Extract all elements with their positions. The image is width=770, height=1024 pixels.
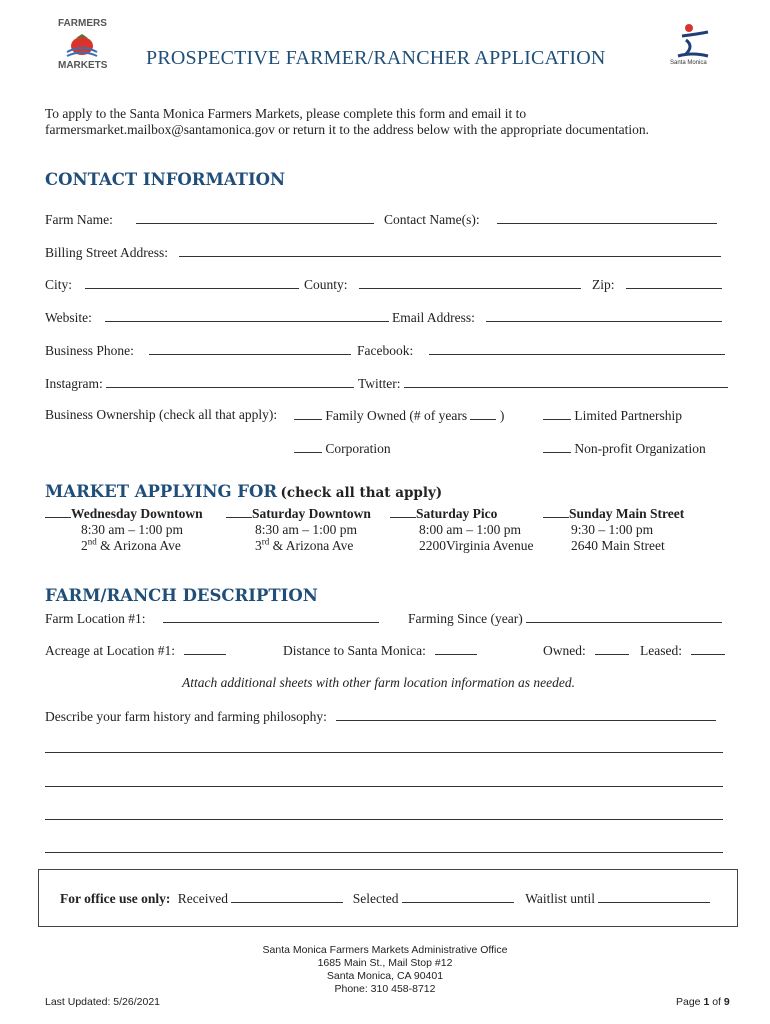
history-line-2[interactable]	[45, 786, 723, 787]
market-option-saturday-downtown[interactable]	[226, 505, 371, 554]
footer-line-3: Santa Monica, CA 90401	[326, 970, 444, 982]
nonprofit-checkbox[interactable]	[543, 440, 571, 453]
logo-text-top: FARMERS	[58, 18, 107, 29]
owned-label: Owned:	[543, 643, 586, 658]
market-heading: MARKET APPLYING FOR	[45, 482, 278, 501]
farming-since-label: Farming Since (year)	[408, 611, 523, 626]
nonprofit-label: Non-profit Organization	[574, 441, 706, 456]
email-label: Email Address:	[392, 310, 475, 325]
leased-label: Leased:	[640, 643, 682, 658]
logo-text-bottom: MARKETS	[58, 60, 108, 71]
family-years-field[interactable]	[470, 407, 496, 420]
twitter-field[interactable]	[404, 375, 728, 388]
page-current: 1	[703, 996, 710, 1008]
market-option-sunday-main[interactable]	[543, 505, 684, 554]
ownership-label: Business Ownership (check all that apply):	[45, 407, 278, 422]
market-checkbox-sunday-main[interactable]	[543, 505, 569, 518]
farm-location-field[interactable]	[163, 610, 379, 623]
county-label: County:	[304, 277, 348, 292]
page-number	[676, 996, 730, 1008]
corporation-checkbox[interactable]	[294, 440, 322, 453]
market-time: 8:00 am – 1:00 pm	[419, 522, 521, 537]
instagram-label: Instagram:	[45, 376, 103, 391]
distance-label: Distance to Santa Monica:	[283, 643, 426, 658]
billing-address-label: Billing Street Address:	[45, 245, 168, 260]
page-title: PROSPECTIVE FARMER/RANCHER APPLICATION	[146, 47, 606, 69]
market-name: Saturday Downtown	[252, 506, 371, 521]
business-phone-field[interactable]	[149, 342, 351, 355]
acreage-field[interactable]	[184, 642, 226, 655]
farm-name-label: Farm Name:	[45, 212, 113, 227]
contact-heading: CONTACT INFORMATION	[45, 170, 286, 189]
received-label: Received	[177, 891, 228, 906]
history-line-1[interactable]	[45, 752, 723, 753]
market-address-rest: & Arizona Ave	[269, 538, 354, 553]
county-field[interactable]	[359, 276, 581, 289]
market-address-sup: nd	[87, 536, 97, 547]
market-name: Sunday Main Street	[569, 506, 685, 521]
corporation-label: Corporation	[325, 441, 391, 456]
selected-field[interactable]	[402, 890, 514, 903]
twitter-label: Twitter:	[358, 376, 401, 391]
zip-label: Zip:	[592, 277, 615, 292]
tomato-icon	[64, 30, 100, 60]
footer-line-4: Phone: 310 458-8712	[334, 983, 436, 995]
email-field[interactable]	[486, 309, 722, 322]
limited-partnership-checkbox[interactable]	[543, 407, 571, 420]
history-line-3[interactable]	[45, 819, 723, 820]
farmers-markets-logo	[58, 18, 108, 72]
leased-field[interactable]	[691, 642, 725, 655]
acreage-label: Acreage at Location #1:	[45, 643, 176, 658]
farm-location-label: Farm Location #1:	[45, 611, 146, 626]
zip-field[interactable]	[626, 276, 722, 289]
contact-names-field[interactable]	[497, 211, 717, 224]
website-label: Website:	[45, 310, 92, 325]
business-phone-label: Business Phone:	[45, 343, 134, 358]
selected-label: Selected	[352, 891, 399, 906]
contact-names-label: Contact Name(s):	[384, 212, 480, 227]
billing-address-field[interactable]	[179, 244, 721, 257]
market-option-wednesday[interactable]	[45, 505, 203, 554]
market-time: 8:30 am – 1:00 pm	[255, 522, 357, 537]
city-label: City:	[45, 277, 73, 292]
farming-since-field[interactable]	[526, 610, 722, 623]
market-address-rest: & Arizona Ave	[96, 538, 181, 553]
market-time: 9:30 – 1:00 pm	[571, 522, 654, 537]
market-address: 2200Virginia Avenue	[419, 538, 534, 553]
farm-history-field[interactable]	[336, 708, 716, 721]
waitlist-field[interactable]	[598, 890, 710, 903]
page-of: of	[709, 996, 724, 1008]
owned-field[interactable]	[595, 642, 629, 655]
market-option-saturday-pico[interactable]	[390, 505, 534, 554]
market-checkbox-saturday-downtown[interactable]	[226, 505, 252, 518]
market-name: Saturday Pico	[416, 506, 498, 521]
instagram-field[interactable]	[106, 375, 354, 388]
city-field[interactable]	[85, 276, 299, 289]
santa-monica-logo	[668, 22, 714, 70]
last-updated: Last Updated: 5/26/2021	[45, 996, 161, 1008]
waitlist-label: Waitlist until	[525, 891, 595, 906]
footer-address	[0, 944, 770, 996]
family-owned-checkbox[interactable]	[294, 407, 322, 420]
page-prefix: Page	[676, 996, 704, 1008]
market-address: 2640 Main Street	[571, 538, 665, 553]
intro-line-1: To apply to the Santa Monica Farmers Markets, please complete this form and email it to	[45, 106, 527, 121]
distance-field[interactable]	[435, 642, 477, 655]
market-checkbox-wednesday[interactable]	[45, 505, 71, 518]
market-address: 3	[255, 538, 262, 553]
farm-name-field[interactable]	[136, 211, 374, 224]
market-heading-note: (check all that apply)	[280, 485, 443, 501]
footer-line-1: Santa Monica Farmers Markets Administrative Office	[262, 944, 508, 956]
market-time: 8:30 am – 1:00 pm	[81, 522, 183, 537]
limited-partnership-label: Limited Partnership	[574, 408, 682, 423]
history-line-4[interactable]	[45, 852, 723, 853]
facebook-field[interactable]	[429, 342, 725, 355]
page-total: 9	[723, 996, 730, 1008]
market-checkbox-saturday-pico[interactable]	[390, 505, 416, 518]
logo-caption: Santa Monica	[670, 60, 707, 66]
market-address: 2	[81, 538, 88, 553]
santa-monica-emblem-icon	[668, 22, 714, 60]
farm-history-label: Describe your farm history and farming philosophy:	[45, 709, 327, 724]
office-use-label: For office use only:	[60, 891, 171, 906]
facebook-label: Facebook:	[357, 343, 414, 358]
farm-heading: FARM/RANCH DESCRIPTION	[45, 586, 318, 605]
intro-line-2: farmersmarket.mailbox@santamonica.gov or return it to the address below with the appropriate documentation.	[45, 122, 649, 137]
family-owned-label: Family Owned (# of years	[325, 408, 468, 423]
attach-note: Attach additional sheets with other farm location information as needed.	[182, 675, 575, 690]
footer-line-2: 1685 Main St., Mail Stop #12	[317, 957, 453, 969]
market-address-sup: rd	[261, 536, 270, 547]
website-field[interactable]	[105, 309, 389, 322]
market-name: Wednesday Downtown	[71, 506, 203, 521]
family-owned-close: )	[499, 408, 505, 423]
received-field[interactable]	[231, 890, 343, 903]
